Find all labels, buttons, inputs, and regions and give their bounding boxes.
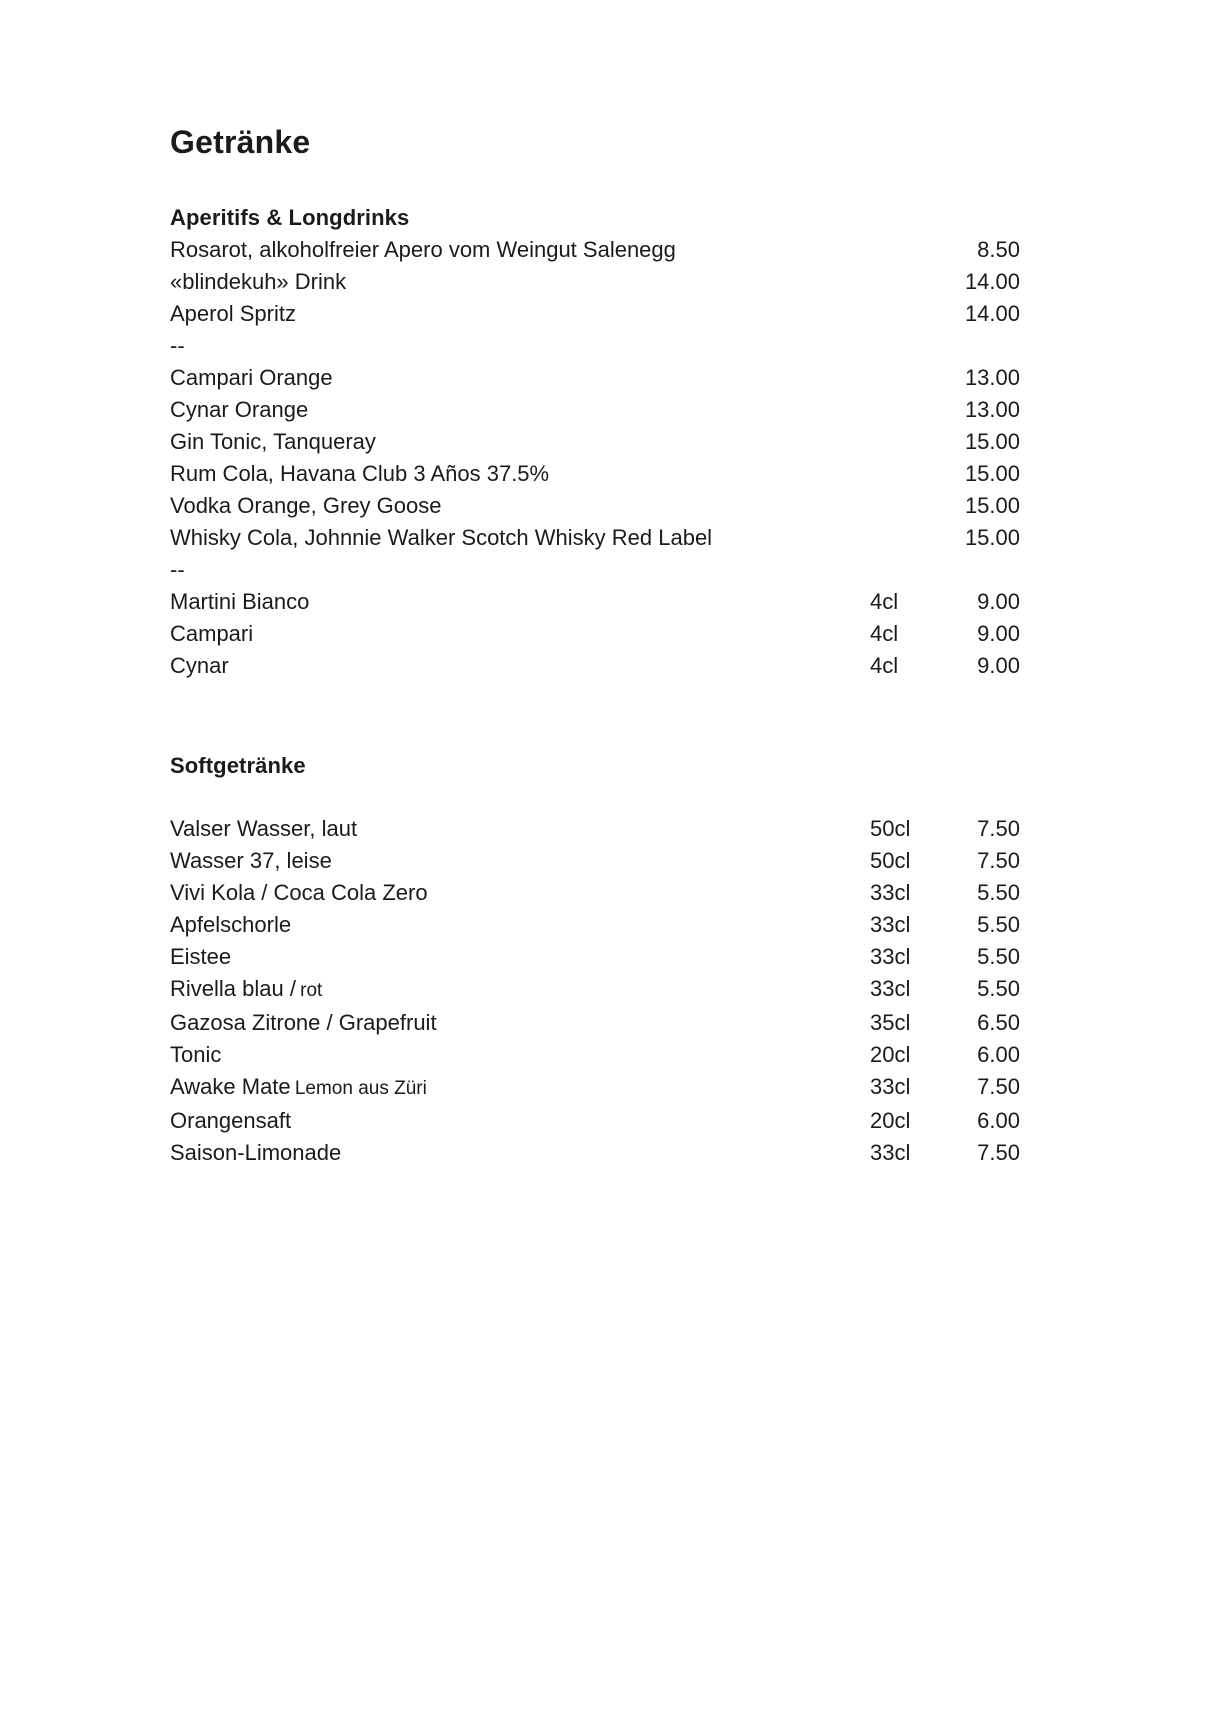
- item-name: [170, 1105, 870, 1137]
- item-size: 20cl: [870, 1042, 911, 1067]
- menu-item-row: [170, 522, 1020, 554]
- item-name: [170, 490, 870, 522]
- menu-item-row: [170, 586, 1020, 618]
- item-name: [170, 458, 870, 490]
- item-name-text: Cynar Orange: [170, 397, 309, 422]
- item-name-text: Martini Bianco: [170, 589, 310, 614]
- menu-item-row: [170, 845, 1020, 877]
- page-title: Getränke: [170, 124, 311, 160]
- menu-section: [170, 202, 1020, 682]
- item-name: [170, 298, 870, 330]
- item-name: [170, 1039, 870, 1071]
- item-size: 4cl: [870, 653, 899, 678]
- item-name: [170, 813, 870, 845]
- item-size: 33cl: [870, 1140, 911, 1165]
- item-name-small: Lemon aus Züri: [294, 1078, 427, 1099]
- item-price: 14.00: [964, 301, 1020, 326]
- item-price: 5.50: [977, 944, 1020, 969]
- item-name: [170, 909, 870, 941]
- menu-item-row: [170, 1007, 1020, 1039]
- item-name: [170, 394, 870, 426]
- item-price: 14.00: [964, 269, 1020, 294]
- menu-item-row: [170, 941, 1020, 973]
- menu-sections: [170, 202, 1020, 1169]
- item-name: [170, 973, 870, 1007]
- item-name: [170, 586, 870, 618]
- item-size: 33cl: [870, 976, 911, 1001]
- divider-row: [170, 330, 1020, 362]
- item-name: [170, 941, 870, 973]
- menu-item-row: [170, 266, 1020, 298]
- item-name-text: Rum Cola, Havana Club 3 Años 37.5%: [170, 461, 550, 486]
- menu-item-row: [170, 458, 1020, 490]
- item-name: [170, 877, 870, 909]
- item-price: 7.50: [977, 1140, 1020, 1165]
- item-name-text: Apfelschorle: [170, 912, 292, 937]
- menu-item-row: [170, 1105, 1020, 1137]
- section-items: [170, 813, 1020, 1169]
- item-name-text: Vodka Orange, Grey Goose: [170, 493, 442, 518]
- menu-item-row: [170, 426, 1020, 458]
- item-price: 13.00: [964, 365, 1020, 390]
- item-name: [170, 1071, 870, 1105]
- item-price: 9.00: [977, 621, 1020, 646]
- item-name-text: Gazosa Zitrone / Grapefruit: [170, 1010, 437, 1035]
- section-heading: Softgetränke: [170, 753, 306, 778]
- item-size: 33cl: [870, 1074, 911, 1099]
- item-price: 6.00: [977, 1042, 1020, 1067]
- item-price: 15.00: [964, 493, 1020, 518]
- divider-row: [170, 554, 1020, 586]
- item-name-small: rot: [300, 980, 323, 1001]
- item-name-text: --: [170, 557, 185, 582]
- item-name: [170, 618, 870, 650]
- item-name-text: Campari Orange: [170, 365, 333, 390]
- item-name-text: Cynar: [170, 653, 229, 678]
- item-name-text: Whisky Cola, Johnnie Walker Scotch Whisky Red Label: [170, 525, 713, 550]
- item-size: 4cl: [870, 621, 899, 646]
- menu-item-row: [170, 394, 1020, 426]
- item-name-text: Wasser 37, leise: [170, 848, 332, 873]
- item-name: [170, 845, 870, 877]
- menu-item-row: [170, 909, 1020, 941]
- item-name-text: Saison-Limonade: [170, 1140, 342, 1165]
- item-name: [170, 266, 870, 298]
- item-price: 9.00: [977, 589, 1020, 614]
- item-size: 35cl: [870, 1010, 911, 1035]
- menu-item-row: [170, 877, 1020, 909]
- item-price: 5.50: [977, 976, 1020, 1001]
- item-name: [170, 650, 870, 682]
- item-name-text: Eistee: [170, 944, 232, 969]
- menu-item-row: [170, 298, 1020, 330]
- menu-item-row: [170, 650, 1020, 682]
- item-name-text: Rosarot, alkoholfreier Apero vom Weingut Salenegg: [170, 237, 676, 262]
- item-name: [170, 362, 870, 394]
- menu-item-row: [170, 973, 1020, 1007]
- item-price: 6.50: [977, 1010, 1020, 1035]
- item-name: [170, 234, 870, 266]
- item-price: 7.50: [977, 848, 1020, 873]
- item-name-text: Gin Tonic, Tanqueray: [170, 429, 376, 454]
- item-size: 50cl: [870, 848, 911, 873]
- item-name-text: Tonic: [170, 1042, 222, 1067]
- item-price: 7.50: [977, 1074, 1020, 1099]
- section-heading: Aperitifs & Longdrinks: [170, 205, 410, 230]
- item-name: [170, 330, 870, 362]
- item-price: 5.50: [977, 880, 1020, 905]
- item-name: [170, 1007, 870, 1039]
- item-name-text: Awake Mate: [170, 1074, 291, 1099]
- item-price: 15.00: [964, 525, 1020, 550]
- item-name: [170, 1137, 870, 1169]
- item-name: [170, 522, 870, 554]
- item-size: 33cl: [870, 944, 911, 969]
- item-name-text: Aperol Spritz: [170, 301, 296, 326]
- item-price: 6.00: [977, 1108, 1020, 1133]
- menu-item-row: [170, 1071, 1020, 1105]
- item-price: 9.00: [977, 653, 1020, 678]
- item-name-text: Campari: [170, 621, 254, 646]
- item-size: 20cl: [870, 1108, 911, 1133]
- item-name-text: Valser Wasser, laut: [170, 816, 358, 841]
- item-size: 33cl: [870, 880, 911, 905]
- section-items: [170, 234, 1020, 682]
- menu-item-row: [170, 1137, 1020, 1169]
- menu-item-row: [170, 490, 1020, 522]
- menu-item-row: [170, 1039, 1020, 1071]
- item-name-text: --: [170, 333, 185, 358]
- item-price: 8.50: [977, 237, 1020, 262]
- item-price: 15.00: [964, 429, 1020, 454]
- item-price: 5.50: [977, 912, 1020, 937]
- item-size: 33cl: [870, 912, 911, 937]
- menu-item-row: [170, 362, 1020, 394]
- item-size: 4cl: [870, 589, 899, 614]
- menu-content: [170, 122, 1020, 1169]
- item-name-text: Vivi Kola / Coca Cola Zero: [170, 880, 428, 905]
- item-name: [170, 554, 870, 586]
- item-name-text: Rivella blau /: [170, 976, 296, 1001]
- menu-item-row: [170, 618, 1020, 650]
- item-name-text: Orangensaft: [170, 1108, 292, 1133]
- item-size: 50cl: [870, 816, 911, 841]
- item-price: 7.50: [977, 816, 1020, 841]
- item-price: 13.00: [964, 397, 1020, 422]
- item-name: [170, 426, 870, 458]
- menu-item-row: [170, 234, 1020, 266]
- item-name-text: «blindekuh» Drink: [170, 269, 347, 294]
- menu-section: [170, 750, 1020, 1169]
- menu-item-row: [170, 813, 1020, 845]
- item-price: 15.00: [964, 461, 1020, 486]
